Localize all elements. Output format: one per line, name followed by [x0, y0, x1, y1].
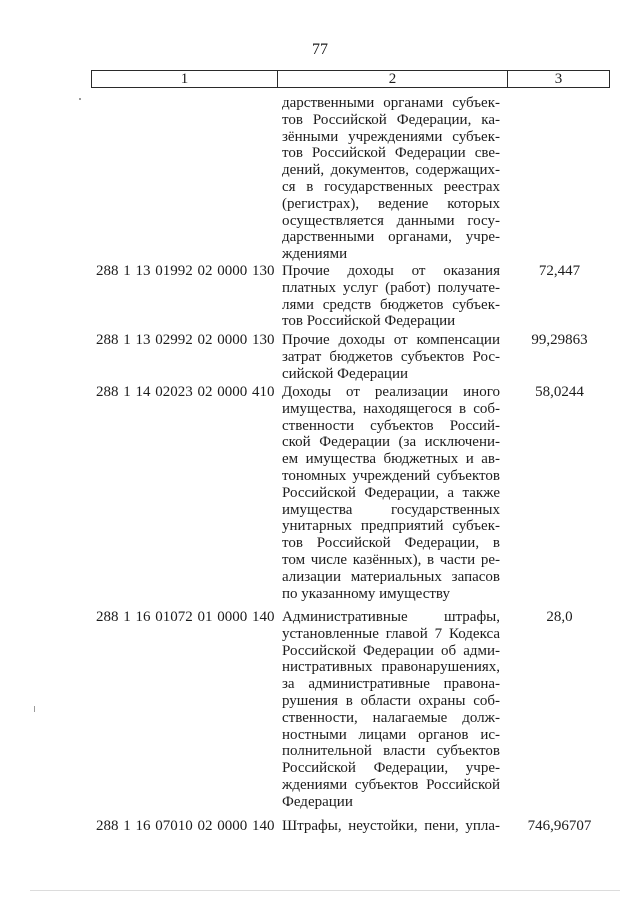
desc-line: Российской Федерации, а также: [282, 484, 500, 501]
desc-line: ся в государственных реестрах: [282, 178, 500, 195]
scan-speck: [34, 706, 35, 712]
desc-line: установленные главой 7 Кодекса: [282, 625, 500, 642]
desc-line: тов Российской Федерации: [282, 313, 456, 330]
desc-line: ждениями: [282, 246, 348, 263]
row-description: [282, 384, 500, 602]
desc-line: том числе казённых), в части ре-: [282, 551, 500, 568]
row-value: 72,447: [538, 263, 581, 279]
row-description: [282, 609, 500, 811]
desc-line: ственности субъектов Россий-: [282, 417, 500, 434]
continuation-description: [282, 95, 500, 263]
desc-line: сийской Федерации: [282, 365, 409, 382]
row-description: [282, 332, 500, 382]
desc-line: имущества государственных: [282, 501, 500, 518]
desc-line: (регистрах), ведение которых: [282, 195, 500, 212]
desc-line: полнительной власти субъектов: [282, 743, 500, 760]
desc-line: тов Российской Федерации, ка-: [282, 111, 500, 128]
row-code: 288 1 14 02023 02 0000 410: [96, 384, 275, 400]
desc-line: лями средств бюджетов субъек-: [282, 296, 500, 313]
desc-line: нистративных правонарушениях,: [282, 659, 500, 676]
desc-line: за административные правона-: [282, 676, 500, 693]
desc-line: зёнными учреждениями субъек-: [282, 128, 500, 145]
desc-line: ственности, налагаемые долж-: [282, 709, 500, 726]
row-code: 288 1 13 02992 02 0000 130: [96, 332, 275, 348]
row-code: 288 1 16 01072 01 0000 140: [96, 609, 275, 625]
desc-line: Федерации: [282, 793, 353, 810]
desc-line: Административные штрафы,: [282, 609, 500, 625]
desc-line: осуществляется данными госу-: [282, 212, 500, 229]
scan-speck: [79, 98, 81, 100]
desc-line: рушения в области охраны соб-: [282, 692, 500, 709]
desc-line: имущества, находящегося в соб-: [282, 400, 500, 417]
desc-line: по указанному имуществу: [282, 585, 450, 602]
desc-line: Прочие доходы от оказания: [282, 263, 500, 279]
row-value: 58,0244: [535, 384, 584, 400]
row-value: 746,96707: [527, 818, 592, 834]
scan-bottom-edge: [30, 890, 620, 891]
desc-line: ализации материальных запасов: [282, 568, 500, 585]
page-number: 77: [312, 41, 328, 58]
header-col-1: 1: [92, 71, 278, 87]
header-col-2: 2: [278, 71, 508, 87]
desc-line: платных услуг (работ) получате-: [282, 279, 500, 296]
header-col-3: 3: [554, 71, 563, 87]
desc-line: ской Федерации (за исключени-: [282, 434, 500, 451]
desc-line: тов Российской Федерации, в: [282, 535, 500, 552]
desc-line: ем имущества бюджетных и ав-: [282, 451, 500, 468]
row-value: 28,0: [546, 609, 573, 625]
desc-line: ждениями субъектов Российской: [282, 776, 500, 793]
row-description: [282, 263, 500, 330]
desc-line: дарственными органами субъек-: [282, 95, 500, 111]
desc-line: дарственными органами, учре-: [282, 229, 500, 246]
desc-line: дений, документов, содержащих-: [282, 162, 500, 179]
desc-line: тономных учреждений субъектов: [282, 467, 500, 484]
desc-line: унитарных предприятий субъек-: [282, 518, 500, 535]
desc-line: Российской Федерации об адми-: [282, 642, 500, 659]
row-description: [282, 818, 500, 835]
desc-line: Российской Федерации, учре-: [282, 760, 500, 777]
desc-line: Прочие доходы от компенсации: [282, 332, 500, 348]
row-value: 99,29863: [531, 332, 588, 348]
row-code: 288 1 13 01992 02 0000 130: [96, 263, 275, 279]
table-header-row: [91, 70, 610, 88]
desc-line: тов Российской Федерации све-: [282, 145, 500, 162]
desc-line: Доходы от реализации иного: [282, 384, 500, 400]
desc-line: Штрафы, неустойки, пени, упла-: [282, 818, 500, 834]
desc-line: затрат бюджетов субъектов Рос-: [282, 348, 500, 365]
row-code: 288 1 16 07010 02 0000 140: [96, 818, 275, 834]
desc-line: ностными лицами органов ис-: [282, 726, 500, 743]
